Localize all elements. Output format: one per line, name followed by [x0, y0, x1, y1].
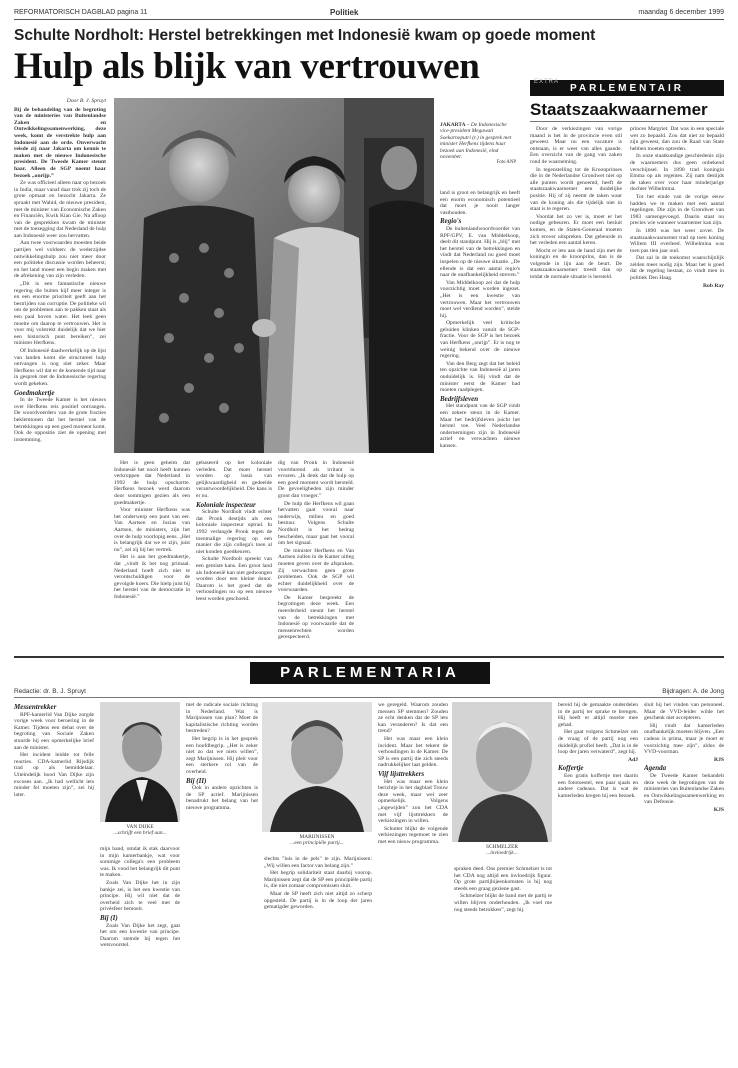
marijnissen-caption-text: ...een principiële partij... — [290, 840, 344, 847]
article-lead: Bij de behandeling van de begroting van de ministeries van Buitenlandse Zaken en Ontwikkelingssamenwerking, deze week, komt de verstrekte hulp aan Indonesië aan de orde. Onverwacht reisde zij naar Jakarta om kennis te maken met de nieuwe Indonesische president. De Tweede Kamer steunt haar. Alleen de SGP noemt haar bezoek „onrijp.” — [14, 106, 106, 179]
bottom-paragraph: Hij vindt dat kamerleden onafhankelijk moeten blijven. „Een cadeau is prima, maar je moet er voorzichtig mee zijn”, aldus de VVD-voorman. — [644, 722, 724, 756]
article-column-5 — [440, 190, 520, 646]
bottom-sub-rule — [14, 697, 724, 698]
bottom-subhead: Bij (I) — [100, 913, 118, 922]
bottom-paragraph: De Tweede Kamer behandelt deze week de begrotingen van de ministeries van Buitenlandse Zaken en Ontwikkelingssamenwerking en van Defensie. — [644, 772, 724, 806]
bottom-paragraph: Ook in andere opzichten is de SP actief. Marijnissen benadrukt het belang van het nieuwe programma. — [186, 785, 258, 811]
article-paragraph: Het is aan het goedmakertje, dat „vindt ik het nog primaal. Nederland hoeft zich niet te verontschuldigen voor de gevolgde koers. Die hielp juist bij het herstel van de democratie in Indonesië.” — [114, 554, 190, 600]
photo-caption — [440, 122, 516, 167]
article-subhead: Goedmakertje — [14, 388, 55, 397]
bottom-bijdragen: Bijdragen: A. de Jong — [662, 688, 724, 695]
header-rule — [14, 19, 724, 20]
bottom-signature-3: KJS — [713, 806, 724, 813]
sidebar-paragraph: Mocht er iets aan de hand zijn met de koningin en de kroonprins, dan is de volgende in lijn aan de beurt. De staatszaakwaarnemer treedt dan op totdat de normale situatie is hersteld. — [530, 247, 622, 281]
bottom-paragraph: bereid hij de gemaakte onderdelen in de partij ter sprake te brengen. Hij heeft er altijd moeite mee gehad. — [558, 702, 638, 728]
schmelzer-photo — [452, 702, 552, 842]
article-column-3 — [196, 460, 272, 646]
marijnissen-photo-image — [262, 702, 372, 832]
article-headline: Hulp als blijk van vertrouwen — [14, 46, 480, 87]
bottom-column-2 — [100, 846, 180, 1054]
bottom-paragraph: sluit hij het vinden van personeel. Maar de VVD-leider wilde het geschenk niet accepteren. — [644, 702, 724, 722]
article-paragraph: Het standpunt van de SGP vindt een zekere steun in de Kamer. Maar het bedrijfsleven juicht het herstel toe. Veel Nederlandse ondernemingen zijn in Indonesië actief en verwachten nieuwe kansen. — [440, 403, 520, 449]
article-paragraph: Voor minister Herfkens was het onderwerp een punt van eer. Van Aartsen en Jozias van Aartsen, de ministers, zijn het over de hulp voorlopig eens. „Het is belangrijk dat we er zijn, juist nu”, zei zij bij het vertrek. — [114, 507, 190, 553]
vandijke-photo-image — [100, 702, 180, 822]
sidebar-signature: Rob Ray — [703, 282, 724, 289]
bottom-paragraph: RPF-kamerlid Van Dijke zorgde vorige week voor beroering in de Kamer. Tijdens een debat over de begroting van Sociale Zaken stuurde hij een opmerkelijke brief aan de minister. — [14, 711, 94, 751]
sidebar-column-2 — [630, 126, 724, 646]
bottom-subhead: Agenda — [644, 764, 667, 773]
sidebar-paragraph: Door de verkiezingen van vorige maand is het in de provincie even stil geweest. Maar nu een vacature is ontstaan, is er weer van alles gaande. Een overzicht van de gang van zaken rond de waarneming. — [530, 126, 622, 165]
bottom-column-7 — [558, 702, 638, 1054]
main-photo — [114, 98, 434, 453]
bottom-paragraph: Het incident leidde tot felle reacties. CDA-kamerlid Rijsdijk trad op als bemiddelaar. Uiteindelijk bood Van Dijke zijn excuses aan. „Ik had wellicht iets minder fel moeten zijn”, zei hij later. — [14, 752, 94, 798]
sidebar-band-extra: EXTRA — [534, 79, 560, 85]
marijnissen-photo — [262, 702, 372, 832]
sidebar-column-1 — [530, 126, 622, 646]
bottom-signature-1: AdJ — [628, 756, 638, 763]
bottom-subhead: Koffertje — [558, 764, 584, 773]
page-header-section: Politiek — [330, 8, 359, 17]
sidebar-paragraph: Voordat het zo ver is, moet er het nodige gebeuren. Er moet een besluit komen, en de Staten-Generaal moeten zich erover uitspreken. Dat gebeurde in het verleden een aantal keren. — [530, 213, 622, 247]
article-subhead: Bedrijfsleven — [440, 394, 479, 403]
bottom-paragraph: Maar de SP heeft zich niet altijd zo scherp opgesteld. De partij is in de loop der jaren gematigder geworden. — [264, 890, 372, 911]
article-paragraph: Schulte Nordholt spreekt van een gemiste kans. Een groot land als Indonesië kan niet gedwongen worden door een kleine donor. Daarom is het goed dat de verhoudingen nu op een nieuwe leest worden geschoeid. — [196, 556, 272, 602]
article-column-1 — [14, 98, 106, 646]
sidebar-paragraph: In 1890 was het weer zover. De staatszaakwaarnemer trad op toen koning Willem III overleed. Wilhelmina was toen pas tien jaar oud. — [630, 227, 724, 254]
bottom-subhead: Vijf lijsttrekkers — [378, 769, 425, 778]
article-paragraph: Het is geen geheim dat Indonesië het nooit heeft kunnen verkroppen dat Nederland in 1992 de hulp opschortte. Herfkens bezoek werd daarom door sommigen gezien als een goedmakertje. — [114, 460, 190, 506]
article-column-4 — [278, 460, 354, 646]
article-paragraph: „Dit is een fantastische nieuwe regering die buiten kijf meer integer is en een enorme prioriteit geeft aan het bestrijden van corruptie. De politieke wil om de problemen aan te pakken staat als een paal boven water. Het leek geen moeite om daarop te vertrouwen. Het is voor mij volstrekt duidelijk dat we hier een historisch punt bereiken”, zei minister Herfkens. — [14, 281, 106, 347]
bottom-band-title: PARLEMENTARIA — [280, 664, 460, 681]
bottom-paragraph: Het gaat volgens Schmelzer om de vraag of de partij nog een duidelijk profiel heeft. „Dat is in de loop der jaren verwaterd”, zegt hij. — [558, 729, 638, 756]
sidebar-rule — [530, 121, 724, 122]
sidebar-paragraph: In tegenstelling tot de Kroonprinses die in de Nederlandse Grondwet niet op alle punten wordt genoemd, heeft de staatszaakwaarnemer een duidelijke positie. Hij of zij neemt de taken waar van de koning als die tijdelijk niet in staat is te regeren. — [530, 166, 622, 213]
article-kicker: Schulte Nordholt: Herstel betrekkingen met Indonesië kwam op goede moment — [14, 27, 596, 44]
article-paragraph: Van den Berg zegt dat het beleid ten opzichte van Indonesië al jaren onduidelijk is. Hij vindt dat de minister eerst de Kamer had moeten raadplegen. — [440, 360, 520, 394]
bottom-paragraph: Schutter blijkt de volgende verkiezingen tegemoet te zien met een nieuw programma. — [378, 825, 448, 845]
bottom-column-3 — [186, 702, 258, 1054]
bottom-column-8 — [644, 702, 724, 1054]
vandijke-photo — [100, 702, 180, 822]
schmelzer-photo-image — [452, 702, 552, 842]
bottom-column-6 — [454, 866, 552, 1054]
page-header-date: maandag 6 december 1999 — [638, 9, 724, 16]
bottom-paragraph: slechts "luis in de pels" te zijn. Marijnissen: „Wij willen een factor van belang zijn.” — [264, 856, 372, 869]
bottom-paragraph: Het was maar een klein berichtje in het dagblad Trouw deze week, maar wel zeer opmerkelijk. Volgens „ingewijden” zou het CDA met vijf lijsttrekkers de verkiezingen in willen. — [378, 778, 448, 825]
photo-caption-place: JAKARTA — [440, 122, 466, 128]
marijnissen-caption-name: MARIJNISSEN — [299, 834, 335, 840]
article-paragraph: land is groot en belangrijk en heeft een enorm economisch potentieel dat moet je nooit langer vasthouden. — [440, 190, 520, 216]
schmelzer-caption — [452, 844, 552, 857]
bottom-subhead: Messentrekker — [14, 703, 57, 711]
main-photo-image — [114, 98, 434, 453]
sidebar-paragraph: Tot het einde van de vorige eeuw hadden we te maken met een aantal regelingen. Die zijn in de Grondwet van 1983 samengevoegd. Daarin staat nu precies wie wanneer waarnemer kan zijn. — [630, 193, 724, 227]
article-paragraph: Aan twee voorwaarden moesten beide partijen wel voldoen: de wederzijdse ontwikkelingshulp zou niet meer door een politieke discussie worden beheerst; en het land moest een begin maken met de afrekening van zijn verleden. — [14, 240, 106, 280]
bottom-paragraph: mijn hand, omdat ik stak daarvoor in mijn kamerbankje, wat voor sommige collega's een probleem was. Ik vond het belangrijk dit punt te maken. — [100, 846, 180, 879]
photo-caption-text: – De Indonesische vice-president Megawati Soekarnoputri (r.) in gesprek met minister Herfkens tijdens haar bezoek aan Indonesië, eind november. — [440, 122, 512, 161]
bottom-paragraph: Het begrip is in het gesprek een hoofdbegrip. „Het is zeker niet zo dat we niets willen”, zegt Marijnissen. Hij pleit voor een sterkere rol van de overheid. — [186, 735, 258, 775]
bottom-paragraph: Een gratis koffertje met daarin een fototoestel, een paar sjaals en andere cadeaus. Dat is wat de kamerleden kregen bij een bezoek. — [558, 772, 638, 799]
vandijke-caption-text: ...schrijft een brief aan... — [113, 830, 167, 837]
article-subhead: Regio's — [440, 217, 462, 226]
article-column-2 — [114, 460, 190, 646]
bottom-paragraph: Zoals Van Dijke het in zijn bankje zei, is het een kwestie van principe. Hij wil niet dat de overheid zich te veel met de privésfeer bemoeit. — [100, 879, 180, 913]
bottom-paragraph: met de radicale sociale richting in Nederland. Wat is Marijnissen van plan? Moet de kapitalistische richting worden bestreden? — [186, 702, 258, 735]
schmelzer-caption-text: ...invloedrijk... — [486, 850, 518, 857]
article-paragraph: De Kamer bespreekt de begrotingen deze week. Een meerderheid steunt het herstel van de betrekkingen met Indonesië op voorwaarde dat de mensenrechten worden gerespecteerd. — [278, 594, 354, 641]
article-paragraph: De minister Herfkens en Van Aartsen zullen in de Kamer uitleg moeten geven over de afspraken. Zij verwachten geen grote problemen. Ook de SGP wil echter duidelijkheid over de voorwaarden. — [278, 547, 354, 594]
article-paragraph: De hulp die Herfkens wil gaan hervatten gaat vooral naar onderwijs, milieu en goed bestuur. Volgens Schulte Nordholt is het bedrag bescheiden, maar gaat het vooral om het signaal. — [278, 500, 354, 547]
article-paragraph: Ze was officieel alleen naar op bezoek in India, maar vanaf daar trok zij toch de grote opmaat en bezocht Jakarta. Ze spraakt met Wahid, de nieuwe president, met de minister van Economische Zaken en Financiën, Kwik Kian Gie. Na afloop van de gesprekken kwam de minister met de toezegging dat Nederland de hulp aan Indonesië weer zou hervatten. — [14, 180, 106, 239]
marijnissen-caption — [262, 834, 372, 847]
bottom-column-1 — [14, 702, 94, 1054]
bottom-subhead: Bij (II) — [186, 776, 207, 785]
article-byline: Door B. J. Spruyt — [66, 98, 106, 104]
article-paragraph: De buitenlandwoordvoerder van RPF/GPV, E. van Middelkoop, deelt dit standpunt. Hij is „blij” met het herstel van de betrekkingen en vindt dat Nederland nu goed moet inspelen op de nieuwe situatie. „De ellende is dat een aantal regio's naar de onafhankelijkheid streven.” — [440, 225, 520, 279]
sidebar-title: Staatszaakwaarnemer — [530, 100, 708, 119]
page-header-left: REFORMATORISCH DAGBLAD pagina 11 — [14, 9, 148, 16]
article-paragraph: Schulte Nordholt vindt echter dat Pronk destijds als een koloniale inspecteur optrad. In 1992 verlangde Pronk tegen de toenmalige regering op een manier die zijn collega's toen al niet konden goedkeuren. — [196, 509, 272, 555]
sidebar-paragraph: Dat zal in de toekomst waarschijnlijk zelden meer nodig zijn. Maar het is goed dat de regeling bestaat, zo vindt men in politiek Den Haag. — [630, 255, 724, 282]
photo-credit: Foto ANP — [496, 160, 516, 166]
bottom-paragraph: Het was maar een klein incident. Maar het tekent de verhoudingen in de Kamer. De SP is een partij die zich steeds nadrukkelijker laat gelden. — [378, 735, 448, 769]
bottom-paragraph: Het begrip solidariteit staat daarbij voorop. Marijnissen zegt dat de SP een principiële partij is, die niet zomaar compromissen sluit. — [264, 870, 372, 890]
bottom-paragraph: Schmelzer blijkt de band met de partij te willen blijven onderhouden. „Ik voel me nog steeds betrokken”, zegt hij. — [454, 893, 552, 913]
bottom-redactie: Redactie: dr. B. J. Spruyt — [14, 688, 86, 695]
bottom-column-4 — [264, 856, 372, 1054]
article-subhead: Koloniale inspecteur — [196, 500, 256, 509]
bottom-column-5 — [378, 702, 448, 1054]
bottom-paragraph: Zoals Van Dijke het zegt, gaat het om een kwestie van principe. Daarom stemde hij tegen het wetsvoorstel. — [100, 922, 180, 949]
bottom-paragraph: spraken deed. Ons premier Schmelzer is tot het CDA nog altijd een invloedrijk figuur. Op grote partijbijeenkomsten is hij nog steeds een graag geziene gast. — [454, 866, 552, 892]
article-paragraph: Van Middelkoop zei dat de hulp voorzichtig moet worden ingezet. „Het is een kwestie van vertrouwen. Maar het vertrouwen moet wel verdiend worden”, stelde hij. — [440, 279, 520, 319]
article-paragraph: In de Tweede Kamer is het nieuws over Herfkens reis positief ontvangen. De woordvoerders van de grote fracties beklemtonen dat het herstel van de betrekkingen op een goed moment komt. Ook de oppositie ziet de opening met instemming. — [14, 397, 106, 443]
sidebar-paragraph: In onze staatkundige geschiedenis zijn de waarnemers dus geen onbekend verschijnsel. In 1890 trad koningin Emma op als regentes. Zij nam destijds de taken over voor haar minderjarige dochter Wilhelmina. — [630, 153, 724, 193]
bottom-band — [250, 662, 490, 684]
bottom-paragraph: we geregeld. Waarom zouden mensen SP stemmen? Zouden ze echt denken dat de SP iets kan veranderen? Is dat een trend? — [378, 702, 448, 735]
bottom-signature-2: RJS — [714, 756, 724, 763]
sidebar-band-title: PARLEMENTAIR — [570, 83, 684, 94]
article-paragraph: Opmerkelijk veel kritische geluiden klinken vanuit de SGP-fractie. Voor de SGP is het bezoek van Herfkens „onrijp”. Er is nog te weinig bekend over de nieuwe regering. — [440, 320, 520, 360]
schmelzer-caption-name: SCHMELZER — [485, 844, 519, 850]
sidebar-paragraph: princes Margriet. Dat was in een speciale wet zo bepaald. Zou dat niet zo bepaald zijn geweest, dan zou de Raad van State hebben moeten optreden. — [630, 126, 724, 152]
vandijke-caption — [100, 824, 180, 837]
bottom-rule — [14, 656, 724, 658]
article-paragraph: gebaseerd op het koloniale verleden. Dat moet herstel worden op basis van gelijkwaardigheid en gedeelde verantwoordelijkheid. Die kans is er nu. — [196, 460, 272, 499]
article-paragraph: dig van Pronk in Indonesië voortdurend als irritant is ervaren. „Ik denk dat de hulp op een goed moment wordt hersteld. De gevoeligheden zijn minder groot dan vroeger.” — [278, 460, 354, 499]
vandijke-caption-name: VAN DIJKE — [126, 824, 154, 830]
article-paragraph: Of Indonesië daadwerkelijk op de lijst van landen komt die structureel hulp ontvangen is nog niet zeker. Maar Herfkens wil dat er de komende tijd naar in gesprek met de Indonesische regering wordt gekeken. — [14, 347, 106, 387]
sidebar-band — [530, 80, 724, 96]
